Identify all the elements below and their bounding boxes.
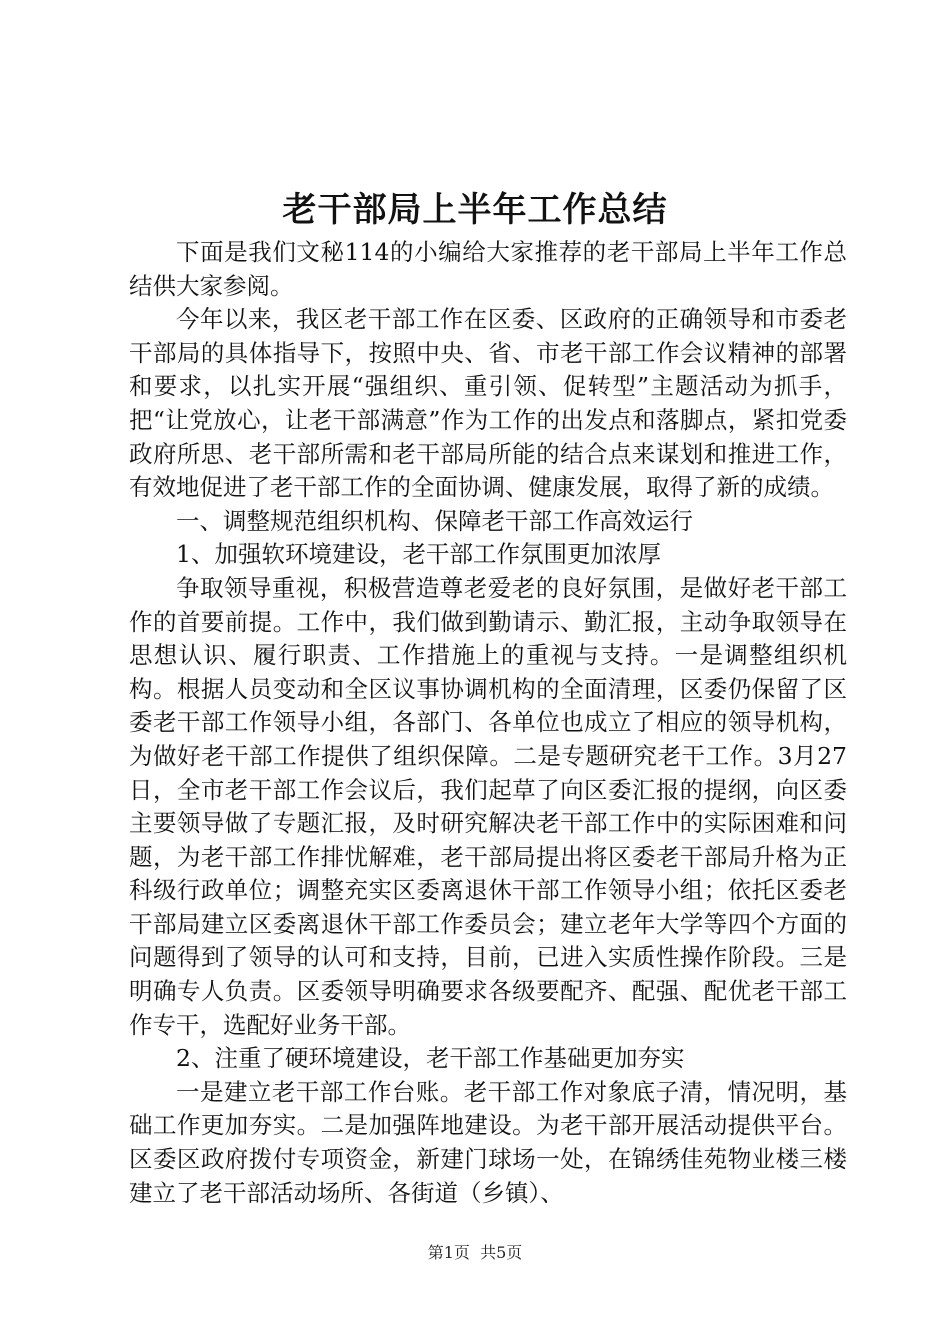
- paragraph-soft-environment: 争取领导重视，积极营造尊老爱老的良好氛围，是做好老干部工作的首要前提。工作中，我们做到勤请示、勤汇报，主动争取领导在思想认识、履行职责、工作措施上的重视与支持。一是调整组织机构。根据人员变动和全区议事协调机构的全面清理，区委仍保留了区委老干部工作领导小组，各部门、各单位也成立了相应的领导机构，为做好老干部工作提供了组织保障。二是专题研究老干工作。3月27日，全市老干部工作会议后，我们起草了向区委汇报的提纲，向区委主要领导做了专题汇报，及时研究解决老干部工作中的实际困难和问题，为老干部工作排忧解难，老干部局提出将区委老干部局升格为正科级行政单位；调整充实区委离退休干部工作领导小组；依托区委老干部局建立区委离退休干部工作委员会；建立老年大学等四个方面的问题得到了领导的认可和支持，目前，已进入实质性操作阶段。三是明确专人负责。区委领导明确要求各级要配齐、配强、配优老干部工作专干，选配好业务干部。: [129, 573, 847, 1039]
- page-footer: [0, 1242, 950, 1264]
- paragraph-intro: 下面是我们文秘114的小编给大家推荐的老干部局上半年工作总结供大家参阅。: [129, 238, 847, 300]
- subsection-heading-1: 1、加强软环境建设，老干部工作氛围更加浓厚: [176, 540, 661, 569]
- document-title: 老干部局上半年工作总结: [282, 190, 668, 230]
- section-heading-1: 一、调整规范组织机构、保障老干部工作高效运行: [176, 506, 693, 535]
- page-total: 共5页: [480, 1243, 523, 1262]
- page-number: 第1页: [427, 1243, 470, 1262]
- paragraph-overview: 今年以来，我区老干部工作在区委、区政府的正确领导和市委老干部局的具体指导下，按照中央、省、市老干部工作会议精神的部署和要求，以扎实开展“强组织、重引领、促转型”主题活动为抓手，把“让党放心，让老干部满意”作为工作的出发点和落脚点，紧扣党委政府所思、老干部所需和老干部局所能的结合点来谋划和推进工作，有效地促进了老干部工作的全面协调、健康发展，取得了新的成绩。: [129, 305, 847, 502]
- subsection-heading-2: 2、注重了硬环境建设，老干部工作基础更加夯实: [176, 1044, 685, 1073]
- paragraph-hard-environment: 一是建立老干部工作台账。老干部工作对象底子清，情况明，基础工作更加夯实。二是加强阵地建设。为老干部开展活动提供平台。区委区政府拨付专项资金，新建门球场一处，在锦绣佳苑物业楼三楼建立了老干部活动场所、各街道（乡镇）、: [129, 1077, 847, 1207]
- document-body: [129, 236, 847, 1210]
